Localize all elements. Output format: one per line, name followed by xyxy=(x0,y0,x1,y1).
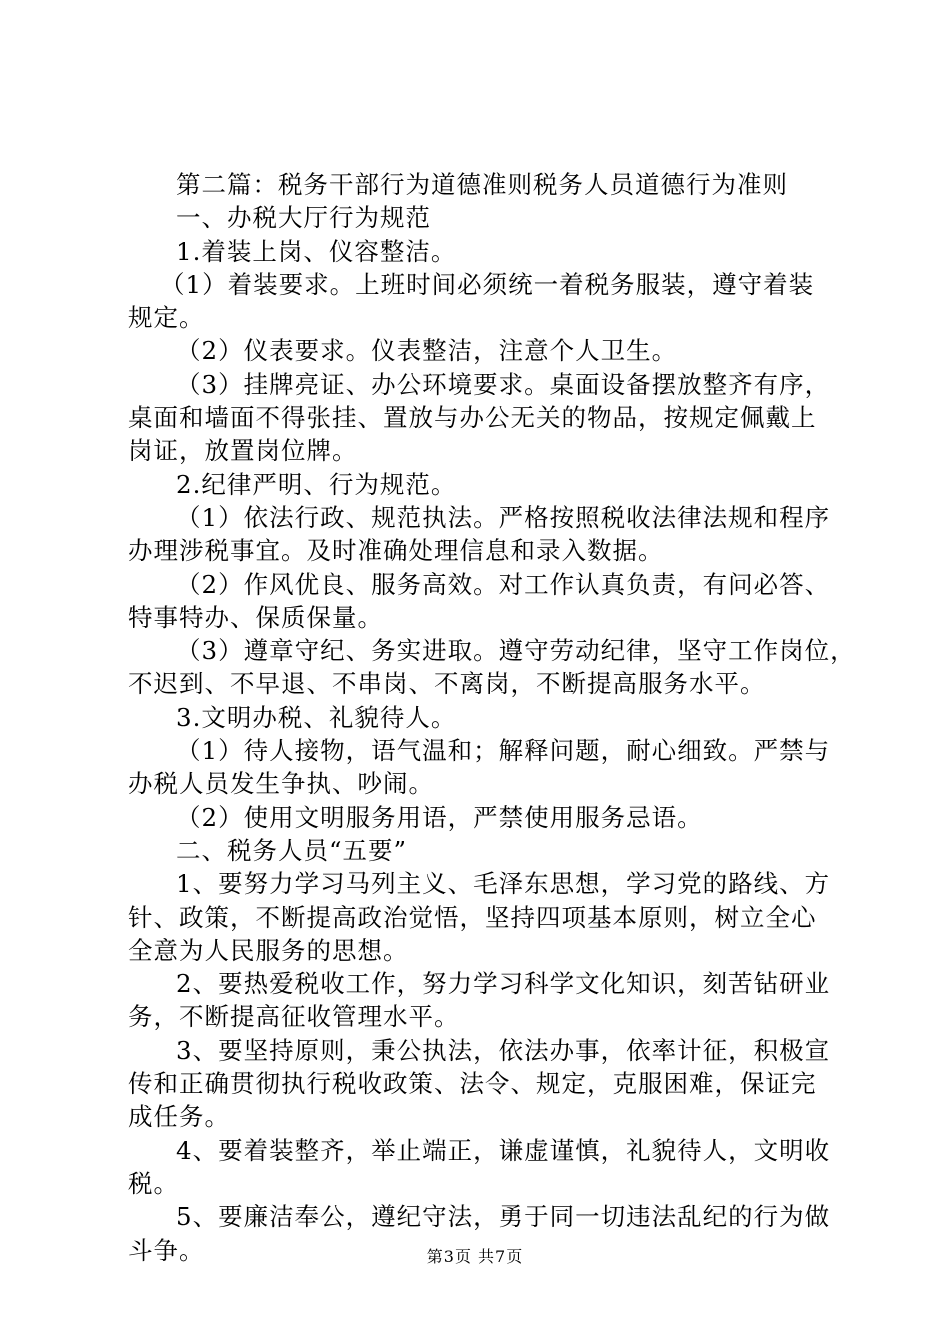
text-line: 5、要廉洁奉公，遵纪守法，勇于同一切违法乱纪的行为做 xyxy=(176,1202,831,1232)
text-line: （3）挂牌亮证、办公环境要求。桌面设备摆放整齐有序， xyxy=(176,369,831,399)
text-line: 规定。 xyxy=(128,303,205,333)
text-line: （1）着装要求。上班时间必须统一着税务服装，遵守着装 xyxy=(160,269,815,299)
text-line: 办理涉税事宜。及时准确处理信息和录入数据。 xyxy=(128,536,664,566)
text-line: （3）遵章守纪、务实进取。遵守劳动纪律，坚守工作岗位， xyxy=(176,636,856,666)
text-line: （2）仪表要求。仪表整洁，注意个人卫生。 xyxy=(176,336,678,366)
text-line: （2）使用文明服务用语，严禁使用服务忌语。 xyxy=(176,802,703,832)
page-footer: 第3页 共7页 xyxy=(426,1247,524,1266)
text-line: 二、税务人员“五要” xyxy=(176,835,408,865)
text-line: 3、要坚持原则，秉公执法，依法办事，依率计征，积极宣 xyxy=(176,1035,831,1065)
text-line: 1.着装上岗、仪容整洁。 xyxy=(176,236,457,266)
document-body xyxy=(128,168,856,1267)
text-line: 3.文明办税、礼貌待人。 xyxy=(176,702,457,732)
text-line: 岗证，放置岗位牌。 xyxy=(128,436,358,466)
text-line: 2、要热爱税收工作，努力学习科学文化知识，刻苦钻研业 xyxy=(176,969,831,999)
text-line: 传和正确贯彻执行税收政策、法令、规定，克服困难，保证完 xyxy=(128,1069,817,1099)
text-line: 针、政策，不断提高政治觉悟，坚持四项基本原则，树立全心 xyxy=(128,902,817,932)
text-line: 税。 xyxy=(128,1168,179,1198)
text-line: 4、要着装整齐，举止端正，谦虚谨慎，礼貌待人，文明收 xyxy=(176,1135,831,1165)
text-line: 桌面和墙面不得张挂、置放与办公无关的物品，按规定佩戴上 xyxy=(128,403,817,433)
text-line: 办税人员发生争执、吵闹。 xyxy=(128,769,434,799)
text-line: （1）依法行政、规范执法。严格按照税收法律法规和程序 xyxy=(176,502,831,532)
text-line: 1、要努力学习马列主义、毛泽东思想，学习党的路线、方 xyxy=(176,869,831,899)
text-line: 成任务。 xyxy=(128,1102,230,1132)
text-line: 2.纪律严明、行为规范。 xyxy=(176,469,457,499)
text-line: 全意为人民服务的思想。 xyxy=(128,935,409,965)
text-line: 不迟到、不早退、不串岗、不离岗，不断提高服务水平。 xyxy=(128,669,766,699)
text-line: （2）作风优良、服务高效。对工作认真负责，有问必答、 xyxy=(176,569,831,599)
text-line: 一、办税大厅行为规范 xyxy=(176,203,431,233)
text-line: 第二篇：税务干部行为道德准则税务人员道德行为准则 xyxy=(176,170,788,199)
text-line: 务，不断提高征收管理水平。 xyxy=(128,1002,460,1032)
text-line: 特事特办、保质保量。 xyxy=(128,602,383,632)
text-line: 斗争。 xyxy=(128,1235,205,1265)
text-line: （1）待人接物，语气温和；解释问题，耐心细致。严禁与 xyxy=(176,736,831,766)
